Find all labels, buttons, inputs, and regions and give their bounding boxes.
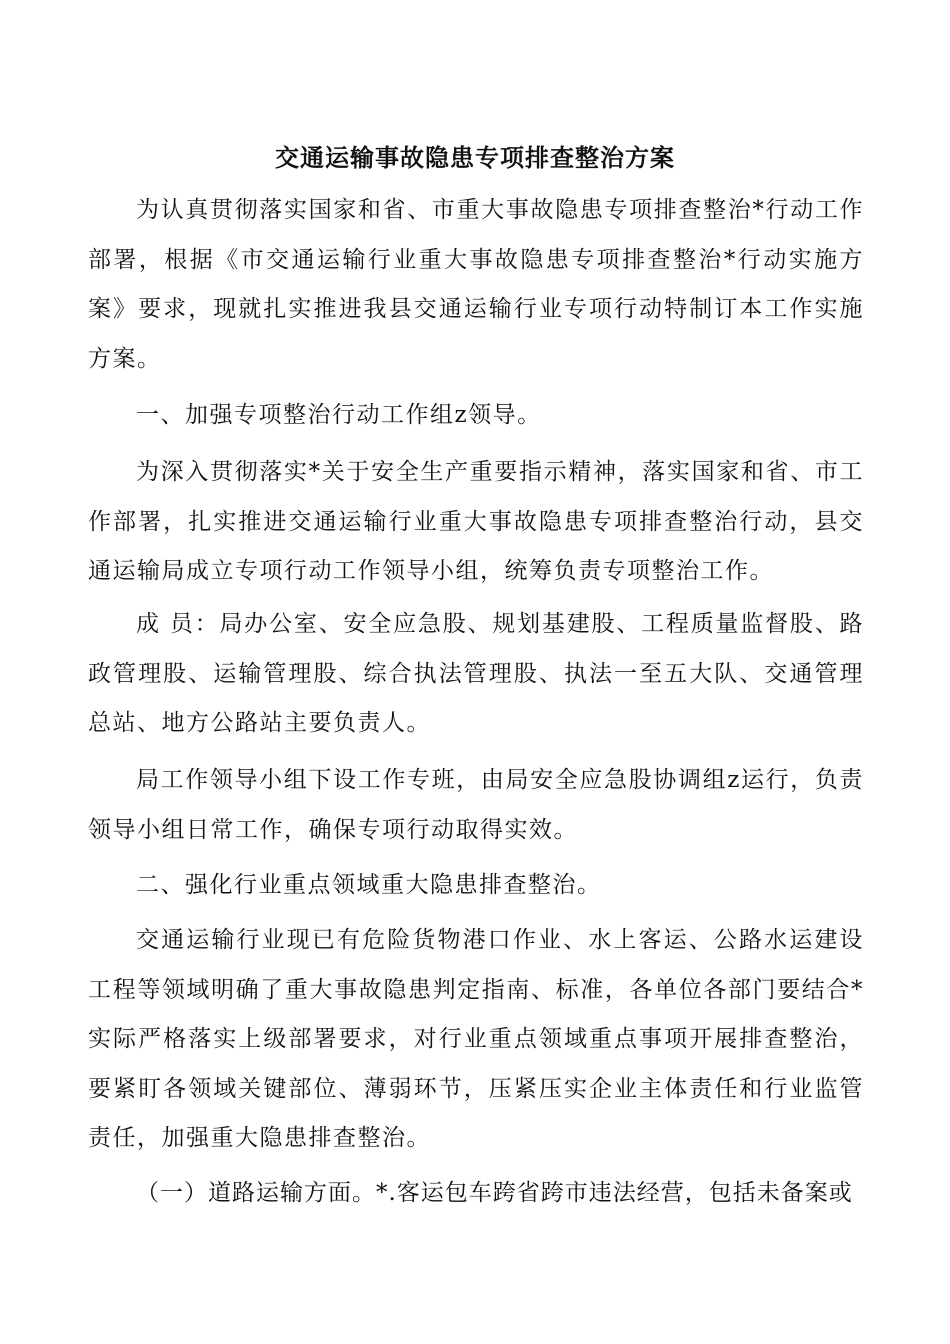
- section-1-paragraph-3: 局工作领导小组下设工作专班，由局安全应急股协调组z运行，负责领导小组日常工作，确保专项行动取得实效。: [88, 767, 864, 843]
- intro-paragraph: 为认真贯彻落实国家和省、市重大事故隐患专项排查整治*行动工作部署，根据《市交通运输行业重大事故隐患专项排查整治*行动实施方案》要求，现就扎实推进我县交通运输行业专项行动特制订本工作实施方案。: [88, 197, 864, 372]
- section-2-heading: 二、强化行业重点领域重大隐患排查整治。: [136, 872, 602, 898]
- section-1-paragraph-1: 为深入贯彻落实*关于安全生产重要指示精神，落实国家和省、市工作部署，扎实推进交通运输行业重大事故隐患专项排查整治行动，县交通运输局成立专项行动工作领导小组，统筹负责专项整治工作。: [88, 459, 864, 585]
- section-2-paragraph-2: （一）道路运输方面。*.客运包车跨省跨市违法经营，包括未备案或: [136, 1180, 853, 1206]
- document-title: 交通运输事故隐患专项排查整治方案: [275, 143, 675, 172]
- section-1-paragraph-2-members: 成 员：局办公室、安全应急股、规划基建股、工程质量监督股、路政管理股、运输管理股、综合执法管理股、执法一至五大队、交通管理总站、地方公路站主要负责人。: [88, 611, 864, 737]
- section-1-heading: 一、加强专项整治行动工作组z领导。: [136, 402, 542, 428]
- section-2-paragraph-1: 交通运输行业现已有危险货物港口作业、水上客运、公路水运建设工程等领域明确了重大事故隐患判定指南、标准，各单位各部门要结合*实际严格落实上级部署要求，对行业重点领域重点事项开展排查整治，要紧盯各领域关键部位、薄弱环节，压紧压实企业主体责任和行业监管责任，加强重大隐患排查整治。: [88, 927, 864, 1152]
